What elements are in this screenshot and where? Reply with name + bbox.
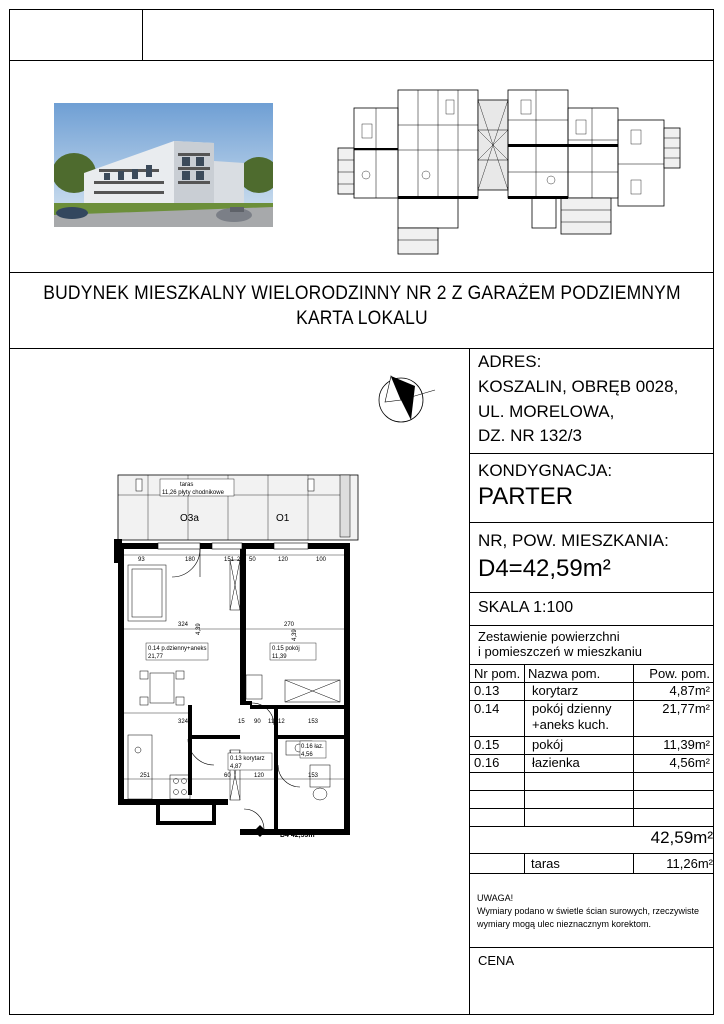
notice-heading: UWAGA! bbox=[477, 893, 514, 903]
dim-label: 12 bbox=[278, 719, 285, 725]
room-nr: 0.14 bbox=[474, 701, 500, 716]
dim-label: 60 bbox=[224, 773, 231, 779]
title-divider bbox=[9, 348, 714, 349]
plan-room-013-area: 4,87 bbox=[230, 764, 242, 770]
dim-label: 153 bbox=[308, 719, 319, 725]
table-line bbox=[469, 873, 714, 874]
table-line bbox=[469, 736, 714, 737]
price-label: CENA bbox=[478, 953, 515, 968]
plan-room-015: 0.15 pokój bbox=[272, 646, 300, 652]
dim-label: 93 bbox=[138, 557, 145, 563]
dim-label: 251 bbox=[140, 773, 151, 779]
scale-label: SKALA 1:100 bbox=[478, 599, 574, 616]
plan-room-015-area: 11,39 bbox=[272, 654, 287, 660]
dim-label: 270 bbox=[284, 622, 295, 628]
dim-label: 151 bbox=[224, 557, 235, 563]
dim-label: 120 bbox=[254, 773, 265, 779]
address-heading: ADRES: bbox=[478, 352, 542, 371]
room-name: łazienka bbox=[532, 755, 580, 770]
room-nr: 0.16 bbox=[474, 755, 500, 770]
table-row bbox=[470, 683, 714, 699]
room-area: 11,39m² bbox=[663, 737, 710, 752]
apartment-heading: NR, POW. MIESZKANIA: bbox=[478, 531, 669, 550]
room-name-line2: +aneks kuch. bbox=[532, 717, 609, 732]
table-line bbox=[469, 754, 714, 755]
table-row bbox=[470, 755, 714, 771]
document-title: BUDYNEK MIESZKALNY WIELORODZINNY NR 2 Z GARAŻEM PODZIEMNYM bbox=[43, 283, 681, 304]
dim-label: 4,39 bbox=[292, 629, 298, 641]
dim-label: 120 bbox=[278, 557, 289, 563]
room-name: pokój dzienny bbox=[532, 701, 612, 716]
building-photo bbox=[54, 103, 273, 227]
table-line bbox=[469, 808, 714, 809]
table-line bbox=[469, 664, 714, 665]
table-row bbox=[470, 701, 714, 735]
terrace-area: 11,26m² bbox=[666, 856, 713, 871]
document-subtitle: KARTA LOKALU bbox=[296, 308, 428, 329]
header-nr: Nr pom. bbox=[474, 666, 521, 681]
table-col-line bbox=[524, 853, 525, 873]
dim-label: 100 bbox=[316, 557, 327, 563]
plan-room-014: 0.14 p.dzienny+aneks bbox=[148, 646, 207, 652]
table-line bbox=[469, 772, 714, 773]
table-col-line bbox=[633, 664, 634, 826]
plan-terrace-sub: 11,26 płyty chodnikowe bbox=[162, 490, 224, 496]
header-name: Nazwa pom. bbox=[528, 666, 601, 681]
terrace-label: taras bbox=[531, 856, 560, 871]
header-area: Pow. pom. bbox=[649, 666, 710, 681]
sidebar-line bbox=[469, 947, 714, 948]
apartment-value: D4=42,59m² bbox=[478, 555, 611, 582]
floor-heading: KONDYGNACJA: bbox=[478, 461, 613, 480]
table-line bbox=[469, 790, 714, 791]
address-line1: KOSZALIN, OBRĘB 0028, bbox=[478, 377, 679, 396]
north-arrow-icon bbox=[375, 372, 437, 428]
address-line3: DZ. NR 132/3 bbox=[478, 426, 582, 445]
notice-text: Wymiary podano w świetle ścian surowych, rzeczywiste wymiary mogą ulec nieznacznym korektom. bbox=[477, 906, 699, 929]
room-area: 4,56m² bbox=[669, 755, 710, 770]
dim-label: 11 bbox=[268, 719, 275, 725]
table-row bbox=[470, 737, 714, 753]
rooms-table-caption-1: Zestawienie powierzchni bbox=[478, 629, 620, 644]
room-name: korytarz bbox=[532, 683, 579, 698]
table-col-line bbox=[633, 853, 634, 873]
plan-terrace-label: taras bbox=[180, 482, 194, 488]
plan-room-016: 0.16 łaz. bbox=[301, 744, 324, 750]
header-divider bbox=[9, 60, 714, 61]
table-line bbox=[469, 826, 714, 827]
floor-value: PARTER bbox=[478, 483, 574, 510]
address-line2: UL. MORELOWA, bbox=[478, 402, 615, 421]
window-label-o3a: O3a bbox=[180, 513, 199, 524]
dim-label: 90 bbox=[254, 719, 261, 725]
table-line bbox=[469, 682, 714, 683]
room-name: pokój bbox=[532, 737, 564, 752]
terrace-area-shape bbox=[118, 475, 358, 540]
plan-room-014-area: 21,77 bbox=[148, 654, 164, 660]
room-area: 4,87m² bbox=[669, 683, 710, 698]
table-line bbox=[469, 700, 714, 701]
window-label-o1: O1 bbox=[276, 513, 290, 524]
dim-label: 25 bbox=[237, 557, 244, 563]
room-nr: 0.15 bbox=[474, 737, 500, 752]
dim-label: 324 bbox=[178, 719, 189, 725]
dim-label: 180 bbox=[185, 557, 196, 563]
plan-apartment-label: D4 42,59m² bbox=[280, 832, 317, 839]
images-divider bbox=[9, 272, 714, 273]
table-header-row bbox=[470, 666, 714, 682]
dim-label: 324 bbox=[178, 622, 189, 628]
apartment-floor-plan bbox=[100, 465, 362, 840]
room-nr: 0.13 bbox=[474, 683, 500, 698]
table-line bbox=[469, 853, 714, 854]
rooms-table-caption-2: i pomieszczeń w mieszkaniu bbox=[478, 644, 643, 659]
sidebar-line bbox=[469, 453, 714, 454]
sidebar-line bbox=[469, 592, 714, 593]
room-area: 21,77m² bbox=[662, 701, 710, 716]
table-col-line bbox=[524, 664, 525, 826]
header-cell-divider bbox=[142, 9, 143, 60]
building-floor-plan-thumbnail bbox=[336, 80, 684, 260]
sidebar-line bbox=[469, 522, 714, 523]
dim-label: 15 bbox=[238, 719, 245, 725]
dim-label: 50 bbox=[249, 557, 256, 563]
sidebar-line bbox=[469, 625, 714, 626]
plan-room-016-area: 4,56 bbox=[301, 752, 313, 758]
plan-room-013: 0.13 korytarz bbox=[230, 756, 265, 762]
dim-label: 4,39 bbox=[196, 623, 202, 635]
dim-label: 153 bbox=[308, 773, 319, 779]
total-area: 42,59m² bbox=[650, 828, 713, 847]
